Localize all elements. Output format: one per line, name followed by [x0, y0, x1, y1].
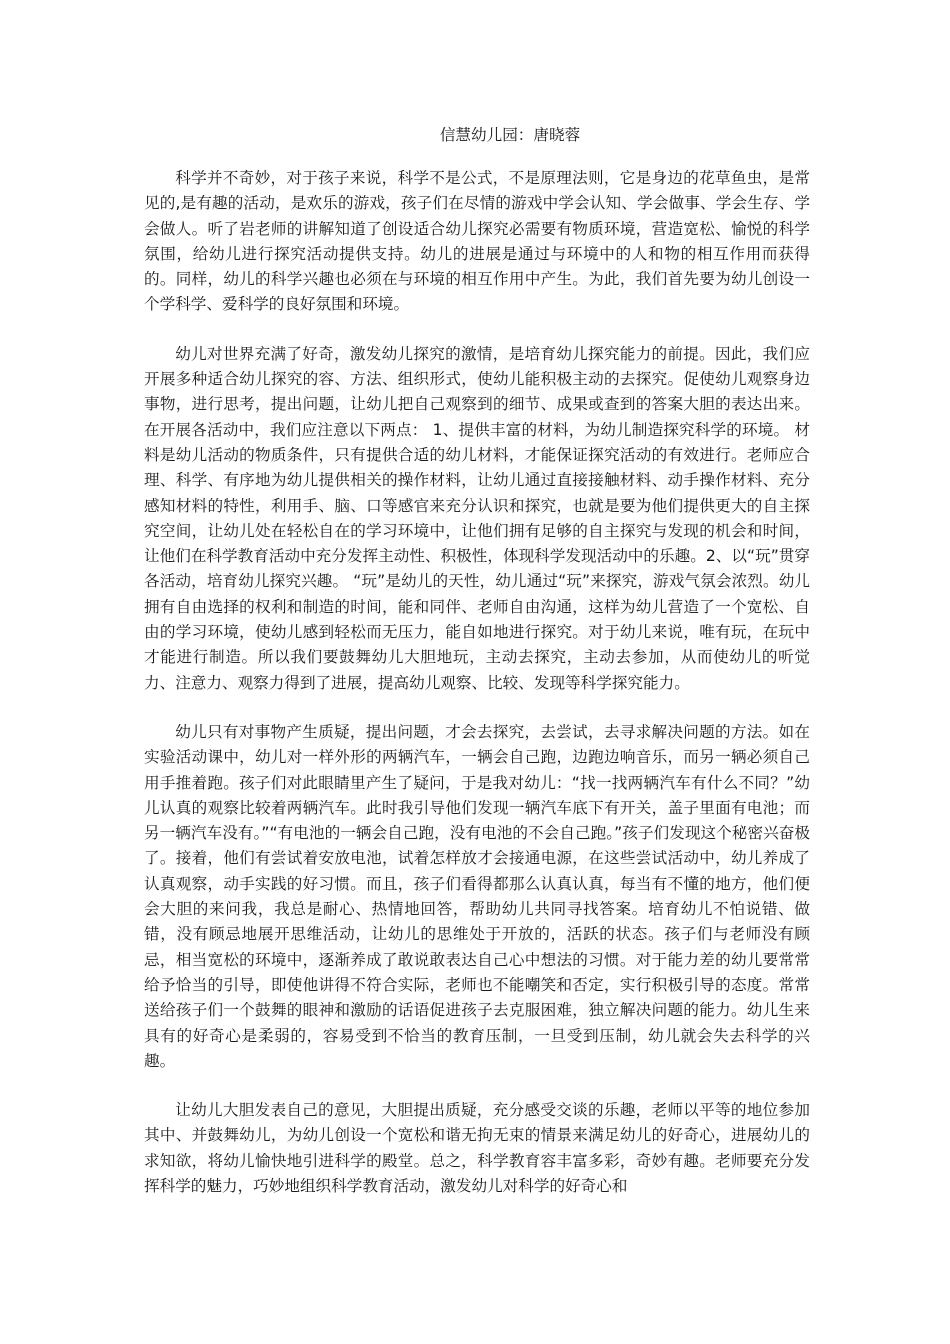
- paragraph-4: 让幼儿大胆发表自己的意见，大胆提出质疑，充分感受交谈的乐趣，老师以平等的地位参加其中、并鼓舞幼儿，为幼儿创设一个宽松和谐无拘无束的情景来满足幼儿的好奇心，进展幼儿的求知欲，将幼儿愉快地引进科学的殿堂。总之，科学教育容丰富多彩，奇妙有趣。老师要充分发挥科学的魅力，巧妙地组织科学教育活动，激发幼儿对科学的好奇心和: [144, 1101, 810, 1195]
- document-page: [144, 120, 810, 1223]
- paragraph-3: 幼儿只有对事物产生质疑，提出问题，才会去探究，去尝试，去寻求解决问题的方法。如在实验活动课中，幼儿对一样外形的两辆汽车，一辆会自己跑，边跑边响音乐，而另一辆必须自己用手推着跑。孩子们对此眼睛里产生了疑问，于是我对幼儿：“找一找两辆汽车有什么不同？”幼儿认真的观察比较着两辆汽车。此时我引导他们发现一辆汽车底下有开关，盖子里面有电池；而另一辆汽车没有。”“有电池的一辆会自己跑，没有电池的不会自己跑。”孩子们发现这个秘密兴奋极了。接着，他们有尝试着安放电池，试着怎样放才会接通电源，在这些尝试活动中，幼儿养成了认真观察，动手实践的好习惯。而且，孩子们看得都那么认真认真，每当有不懂的地方，他们便会大胆的来问我，我总是耐心、热情地回答，帮助幼儿共同寻找答案。培育幼儿不怕说错、做错，没有顾忌地展开思维活动，让幼儿的思维处于开放的，活跃的状态。孩子们与老师没有顾忌，相当宽松的环境中，逐渐养成了敢说敢表达自己心中想法的习惯。对于能力差的幼儿要常常给予恰当的引导，即使他讲得不符合实际，老师也不能嘲笑和否定，实行积极引导的态度。常常送给孩子们一个鼓舞的眼神和激励的话语促进孩子去克服困难，独立解决问题的能力。幼儿生来具有的好奇心是柔弱的，容易受到不恰当的教育压制，一旦受到压制，幼儿就会失去科学的兴趣。: [144, 722, 810, 1070]
- document-title: 信慧幼儿园：唐晓蓉: [439, 126, 581, 144]
- paragraph-2: 幼儿对世界充满了好奇，激发幼儿探究的激情，是培育幼儿探究能力的前提。因此，我们应开展多种适合幼儿探究的容、方法、组织形式，使幼儿能积极主动的去探究。促使幼儿观察身边事物，进行思考，提出问题，让幼儿把自己观察到的细节、成果或查到的答案大胆的表达出来。在开展各活动中，我们应注意以下两点： 1、提供丰富的材料，为幼儿制造探究科学的环境。 材料是幼儿活动的物质条件，只有提供合适的幼儿材料，才能保证探究活动的有效进行。老师应合理、科学、有序地为幼儿提供相关的操作材料，让幼儿通过直接接触材料、动手操作材料、充分感知材料的特性，利用手、脑、口等感官来充分认识和探究，也就是要为他们提供更大的自主探究空间，让幼儿处在轻松自在的学习环境中，让他们拥有足够的自主探究与发现的机会和时间，让他们在科学教育活动中充分发挥主动性、积极性，体现科学发现活动中的乐趣。2、以“玩”贯穿各活动，培育幼儿探究兴趣。 “玩”是幼儿的天性，幼儿通过“玩”来探究，游戏气氛会浓烈。幼儿拥有自由选择的权利和制造的时间，能和同伴、老师自由沟通，这样为幼儿营造了一个宽松、自由的学习环境，使幼儿感到轻松而无压力，能自如地进行探究。对于幼儿来说，唯有玩，在玩中才能进行制造。所以我们要鼓舞幼儿大胆地玩，主动去探究，主动去参加，从而使幼儿的听觉力、注意力、观察力得到了进展，提高幼儿观察、比较、发现等科学探究能力。: [144, 344, 810, 692]
- paragraph-1: 科学并不奇妙，对于孩子来说，科学不是公式，不是原理法则，它是身边的花草鱼虫，是常见的,是有趣的活动，是欢乐的游戏，孩子们在尽情的游戏中学会认知、学会做事、学会生存、学会做人。听了岩老师的讲解知道了创设适合幼儿探究必需要有物质环境，营造宽松、愉悦的科学氛围，给幼儿进行探究活动提供支持。幼儿的进展是通过与环境中的人和物的相互作用而获得的。同样，幼儿的科学兴趣也必须在与环境的相互作用中产生。为此，我们首先要为幼儿创设一个学科学、爱科学的良好氛围和环境。: [144, 169, 810, 314]
